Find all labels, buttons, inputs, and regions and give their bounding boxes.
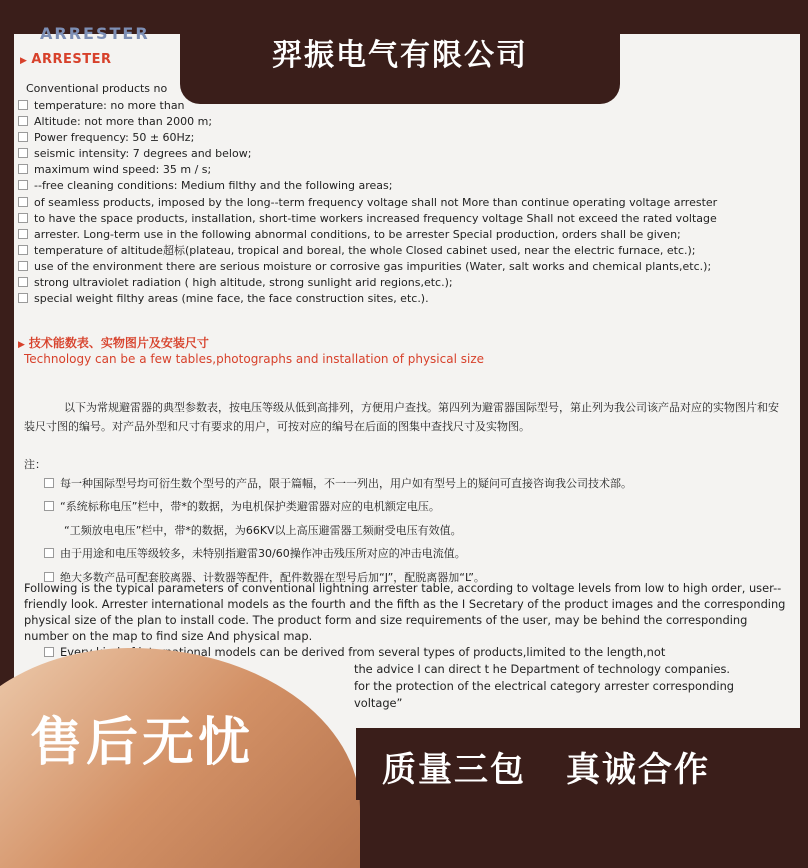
slogan-text: [382, 742, 710, 791]
checkbox-square-icon: [18, 245, 28, 255]
en-note-item: voltage”: [354, 696, 403, 710]
section-title: [20, 52, 112, 67]
checkbox-square-icon: [44, 478, 54, 488]
condition-item: of seamless products, imposed by the long--term frequency voltage shall not More than continue operating voltage arrester: [18, 195, 808, 211]
en-note-item: for the protection of the electrical category arrester corresponding: [354, 679, 735, 693]
checkbox-square-icon: [18, 229, 28, 239]
triangle-bullet-icon: ▶: [20, 56, 28, 66]
checkbox-square-icon: [18, 197, 28, 207]
checkbox-square-icon: [18, 148, 28, 158]
intro-text: Conventional products no: [26, 82, 168, 95]
checkbox-square-icon: [18, 277, 28, 287]
slogan-cooperation: 真诚合作: [566, 750, 710, 790]
condition-item: Altitude: not more than 2000 m;: [18, 114, 808, 130]
checkbox-square-icon: [18, 213, 28, 223]
condition-item: special weight filthy areas (mine face, the face construction sites, etc.).: [18, 291, 808, 307]
condition-item: maximum wind speed: 35 m / s;: [18, 162, 808, 178]
checkbox-square-icon: [44, 647, 54, 657]
note-item: 每一种国际型号均可衍生数个型号的产品，限于篇幅，不一一列出，用户如有型号上的疑问可直接咨询我公司技术部。: [44, 474, 794, 497]
en-paragraph: Following is the typical parameters of conventional lightning arrester table, according to voltage levels from low to high order, user--friendly look. Arrester international models as the fourth and the fifth as the I Secretary of the product images and the corresponding physical size of the plan to install code. The product form and size requirements of the user, may be behind the corresponding number on the map to find size And physical map.: [24, 581, 786, 643]
checkbox-square-icon: [18, 132, 28, 142]
condition-item: seismic intensity: 7 degrees and below;: [18, 146, 808, 162]
en-note-item: the advice I can direct t he Department of technology companies.: [354, 662, 731, 676]
checkbox-square-icon: [18, 261, 28, 271]
conditions-list: [18, 98, 808, 307]
checkbox-square-icon: [18, 293, 28, 303]
condition-item: --free cleaning conditions: Medium filthy and the following areas;: [18, 178, 808, 194]
checkbox-square-icon: [44, 501, 54, 511]
note-label: 注：: [24, 458, 46, 471]
checkbox-square-icon: [44, 548, 54, 558]
checkbox-square-icon: [18, 164, 28, 174]
checkbox-square-icon: [18, 180, 28, 190]
condition-item: to have the space products, installation, short-time workers increased frequency voltage Shall not exceed the rated voltage: [18, 211, 808, 227]
condition-item: Power frequency: 50 ± 60Hz;: [18, 130, 808, 146]
note-item: “工频放电电压”栏中，带*的数据，为66KV以上高压避雷器工频耐受电压有效值。: [64, 523, 462, 537]
notes-list: [44, 474, 794, 591]
ghost-header: ARRESTER: [40, 24, 150, 43]
condition-item: use of the environment there are serious moisture or corrosive gas impurities (Water, salt works and chemical plants,etc.);: [18, 259, 808, 275]
slogan-quality: 质量三包: [382, 750, 526, 790]
company-name: 羿振电气有限公司: [272, 38, 528, 73]
checkbox-square-icon: [18, 100, 28, 110]
condition-item: temperature: no more than: [18, 98, 808, 114]
checkbox-square-icon: [18, 116, 28, 126]
condition-item: strong ultraviolet radiation ( high altitude, strong sunlight arid regions,etc.);: [18, 275, 808, 291]
triangle-bullet-icon: ▶: [18, 340, 25, 350]
note-item: 绝大多数产品可配套胶离器、计数器等配件，配件数器在型号后加“J”，配脱离器加“L”。: [44, 568, 794, 591]
note-item: “系统标称电压”栏中，带*的数据，为电机保护类避雷器对应的电机额定电压。: [44, 497, 794, 520]
en-note-item: Every kind of international models can be derived from several types of products,limited to the length,not: [44, 644, 784, 661]
condition-item: arrester. Long-term use in the following abnormal conditions, to be arrester Special production, orders shall be given;: [18, 227, 808, 243]
after-sales-text: 售后无忧: [30, 713, 255, 773]
tech-title-cn: ▶ 技术能数表、实物图片及安装尺寸: [18, 336, 209, 350]
note-item: 由于用途和电压等级较多，未特别指避雷30/60操作冲击残压所对应的冲击电流值。: [44, 544, 794, 567]
condition-item: temperature of altitude超标(plateau, tropical and boreal, the whole Closed cabinet used, near the electric furnace, etc.);: [18, 243, 808, 259]
cn-paragraph: 以下为常规避雷器的典型参数表，按电压等级从低到高排列，方便用户查找。第四列为避雷器国际型号，第止列为我公司该产品对应的实物图片和安装尺寸图的编号。对产品外型和尺寸有要求的用户，可按对应的编号在后面的图集中查找尺寸及实物图。: [24, 401, 779, 433]
tech-title-en: Technology can be a few tables,photographs and installation of physical size: [24, 352, 485, 366]
company-banner: [180, 0, 620, 104]
section-title-text: ARRESTER: [31, 52, 112, 67]
